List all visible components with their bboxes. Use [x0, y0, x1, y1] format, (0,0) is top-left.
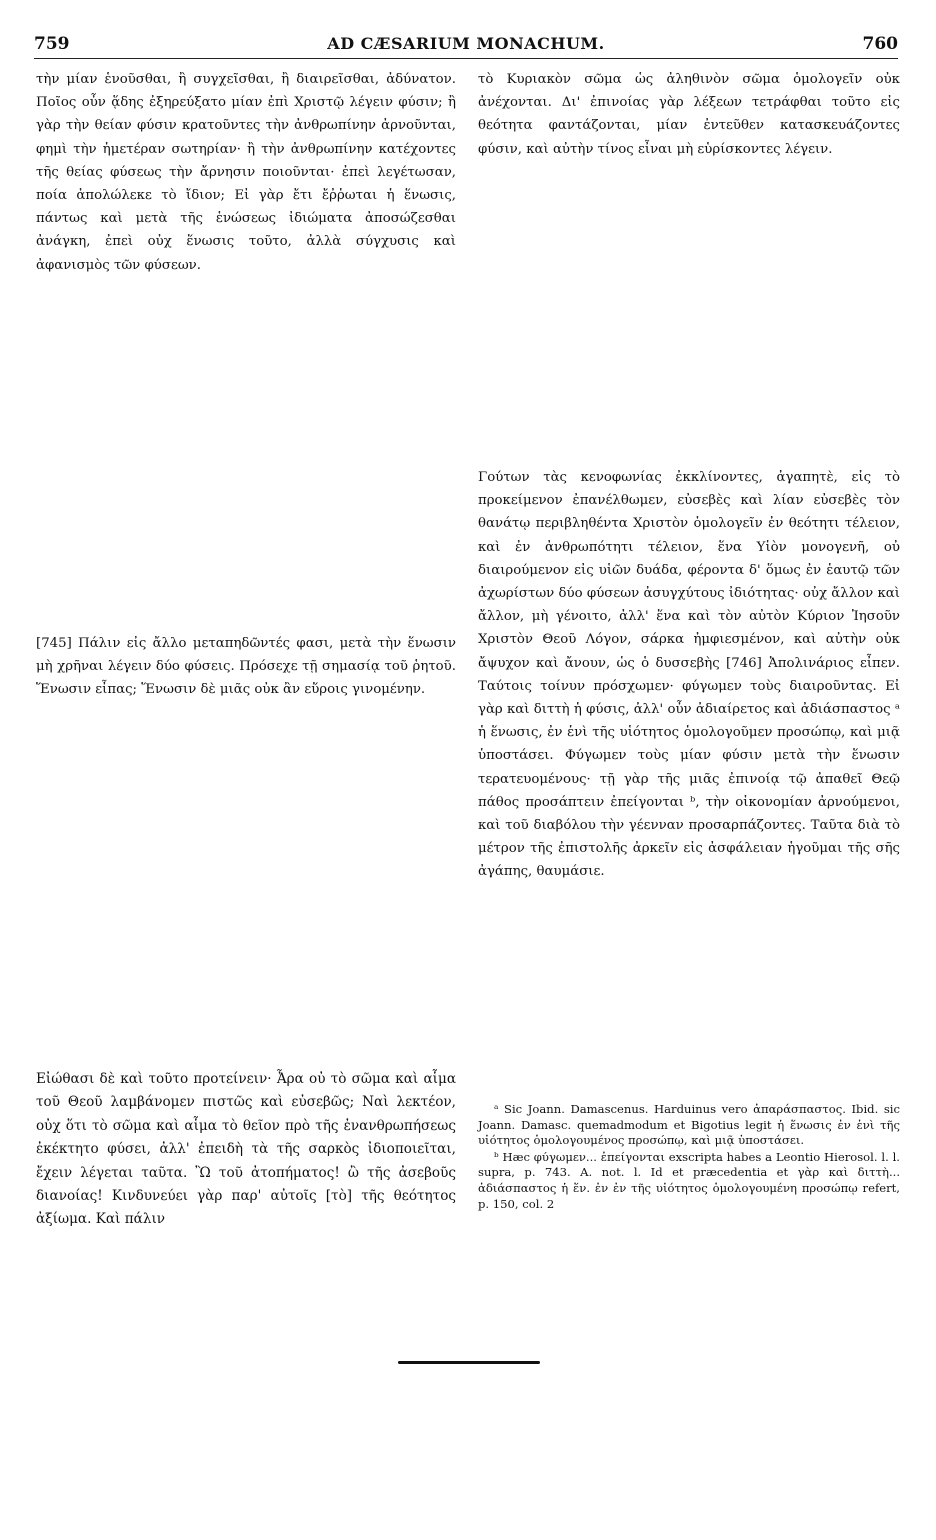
running-title: AD CÆSARIUM MONACHUM. — [327, 34, 605, 53]
right-column-middle-paragraph — [478, 466, 900, 884]
paragraph-text: [745] Πάλιν εἰς ἄλλο μεταπηδῶντές φασι, μετὰ τὴν ἕνωσιν μὴ χρῆναι λέγειν δύο φύσεις. Πρόσεχε τῇ σημασίᾳ τοῦ ῥητοῦ. Ἕνωσιν εἶπας; Ἕνωσιν δὲ μιᾶς οὐκ ἂν εὕροις γινομένην. — [36, 636, 456, 698]
paragraph-text: Εἰώθασι δὲ καὶ τοῦτο προτείνειν· Ἆρα οὐ τὸ σῶμα καὶ αἷμα τοῦ Θεοῦ λαμβάνομεν πιστῶς καὶ εὐσεβῶς; Ναὶ λεκτέον, οὐχ ὅτι τὸ σῶμα καὶ αἷμα τὸ θεῖον πρὸ τῆς ἐνανθρωπήσεως ἐκέκτητο φύσει, ἀλλ' ἐπειδὴ τὰ τῆς σαρκὸς ἰδιοποιεῖται, ἔχειν λέγεται ταῦτα. Ὢ τοῦ ἀτοπήματος! ὢ τῆς ἀσεβοῦς διανοίας! Κινδυνεύει γὰρ παρ' αὐτοῖς [τὸ] τῆς θεότητος ἀξίωμα. Καὶ πάλιν — [36, 1071, 456, 1228]
footnote-b: ᵇ Hæc φύγωμεν... ἐπείγονται exscripta habes a Leontio Hierosol. l. l. supra, p. 743. A. not. l. Id et præcedentia et γὰρ καὶ διττὴ... ἀδιάσπαστος ἡ ἕν. ἐν ἐν τῆς υἱότητος ὁμολογουμένη προσώπῳ refert, p. 150, col. 2 — [478, 1149, 900, 1211]
paragraph-text: τὴν μίαν ἑνοῦσθαι, ἢ συγχεῖσθαι, ἢ διαιρεῖσθαι, ἀδύνατον. Ποῖος οὖν ᾅδης ἐξηρεύξατο μίαν ἐπὶ Χριστῷ λέγειν φύσιν; ἢ γὰρ τὴν θείαν φύσιν κρατοῦντες τὴν ἀνθρωπίνην ἀρνοῦνται, φημὶ τὴν ἡμετέραν σωτηρίαν· ἢ τὴν ἀνθρωπίνην κατέχοντες τῆς θείας φύσεως τὴν ἄρνησιν ποιοῦνται· ἐπεὶ λεγέτωσαν, ποία ἀπολώλεκε τὸ ἴδιον; Εἰ γὰρ ἔτι ἔῤῥωται ἡ ἕνωσις, πάντως καὶ μετὰ τῆς ἑνώσεως ἰδιώματα ἀποσώζεσθαι ἀνάγκη, ἐπεὶ οὐχ ἕνωσις τοῦτο, ἀλλὰ σύγχυσις καὶ ἀφανισμὸς τῶν φύσεων. — [36, 72, 456, 273]
paragraph-text: τὸ Κυριακὸν σῶμα ὡς ἀληθινὸν σῶμα ὁμολογεῖν οὐκ ἀνέχονται. Δι' ἐπινοίας γὰρ λέξεων τετράφθαι τοῦτο εἰς θεότητα φαντάζονται, μίαν ἐντεῦθεν κατασκευάζοντες φύσιν, καὶ αὐτὴν τίνος εἶναι μὴ εὑρίσκοντες λέγειν. — [478, 72, 900, 157]
paragraph-text: Γούτων τὰς κενοφωνίας ἐκκλίνοντες, ἀγαπητὲ, εἰς τὸ προκείμενον ἐπανέλθωμεν, εὐσεβὲς καὶ λίαν εὐσεβὲς τὸν θανάτῳ περιβληθέντα Χριστὸν ὁμολογεῖν ἐν θεότητι τέλειον, καὶ ἐν ἀνθρωπότητι τέλειον, ἕνα Υἱὸν μονογενῆ, οὐ διαιρούμενον εἰς υἱῶν δυάδα, φέροντα δ' ὅμως ἐν ἑαυτῷ τῶν ἀχωρίστων δύο φύσεων ἀσυγχύτους ἰδιότητας· οὐχ ἄλλον καὶ ἄλλον, μὴ γένοιτο, ἀλλ' ἕνα καὶ τὸν αὐτὸν Κύριον Ἰησοῦν Χριστὸν Θεοῦ Λόγον, σάρκα ἠμφιεσμένον, καὶ αὐτὴν οὐκ ἄψυχον καὶ ἄνουν, ὡς ὁ δυσσεβὴς [746] Ἀπολινάριος εἶπεν. Ταύτοις τοίνυν πρόσχωμεν· φύγωμεν τοὺς διαιροῦντας. Εἰ γὰρ καὶ διττὴ ἡ φύσις, ἀλλ' οὖν ἀδιαίρετος καὶ ἀδιάσπαστος ᵃ ἡ ἕνωσις, ἐν ἑνὶ τῆς υἱότητος ὁμολογοῦμεν προσώπῳ, καὶ μιᾷ ὑποστάσει. Φύγωμεν τοὺς μίαν φύσιν μετὰ τὴν ἕνωσιν τερατευομένους· τῇ γὰρ τῆς μιᾶς ἐπινοίᾳ τῷ ἀπαθεῖ Θεῷ πάθος προσάπτειν ἐπείγονται ᵇ, τὴν οἰκονομίαν ἀρνούμενοι, καὶ τοῦ διαβόλου τὴν γέενναν προσαρπάζοντες. Ταῦτα διὰ τὸ μέτρον τῆς ἐπιστολῆς ἀρκεῖν εἰς ἀσφάλειαν ἡγοῦμαι τῆς σῆς ἀγάπης, θαυμάσιε. — [478, 470, 900, 880]
footnotes — [478, 1102, 900, 1213]
left-column-top-paragraph — [36, 68, 456, 277]
section-divider — [398, 1361, 540, 1364]
header-rule — [34, 58, 898, 59]
page-number-right: 760 — [862, 34, 898, 54]
right-column-top-paragraph — [478, 68, 900, 161]
left-column-bottom-paragraph — [36, 1068, 456, 1232]
left-column-middle-paragraph — [36, 632, 456, 702]
page-header — [34, 34, 898, 56]
footnote-a: ᵃ Sic Joann. Damascenus. Harduinus vero ἀπαράσπαστος. Ibid. sic Joann. Damasc. quemadmodum et Bigotius legit ἡ ἕνωσις ἐν ἑνὶ τῆς υἱότητος ὁμολογουμένος προσώπῳ, καὶ μιᾷ ὑποστάσει. — [478, 1102, 900, 1148]
page-number-left: 759 — [34, 34, 70, 54]
